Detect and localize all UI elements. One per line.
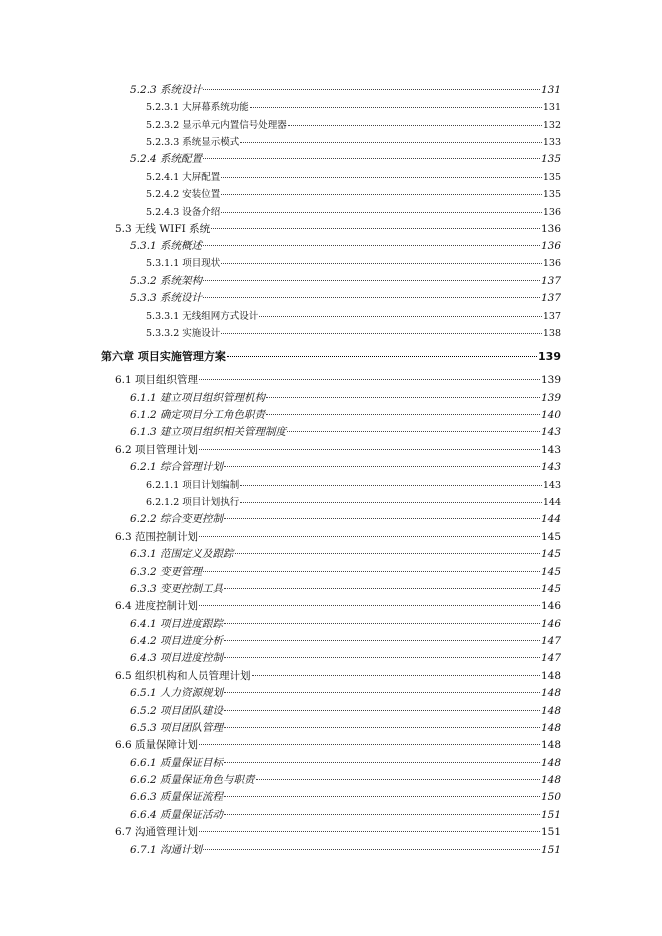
toc-entry[interactable] bbox=[130, 789, 561, 804]
toc-entry[interactable] bbox=[115, 529, 561, 544]
toc-entry-title: 5.2.4 系统配置 bbox=[130, 153, 203, 165]
toc-entry[interactable] bbox=[130, 842, 561, 857]
dot-leader bbox=[224, 692, 540, 693]
toc-page-number: 136 bbox=[540, 223, 561, 235]
dot-leader bbox=[203, 571, 540, 572]
toc-entry-title: 6.3.3 变更控制工具 bbox=[130, 583, 224, 595]
dot-leader bbox=[211, 228, 540, 229]
toc-entry[interactable] bbox=[146, 117, 561, 131]
toc-page-number: 151 bbox=[540, 844, 561, 856]
dot-leader bbox=[203, 849, 540, 850]
toc-entry[interactable] bbox=[130, 273, 561, 288]
toc-page-number: 148 bbox=[540, 670, 561, 682]
dot-leader bbox=[252, 675, 540, 676]
toc-entry-title: 6.5.3 项目团队管理 bbox=[130, 722, 224, 734]
toc-page-number: 143 bbox=[540, 461, 561, 473]
dot-leader bbox=[221, 333, 542, 334]
toc-page-number: 136 bbox=[540, 240, 561, 252]
toc-entry-title: 6.1.1 建立项目组织管理机构 bbox=[130, 392, 266, 404]
toc-page-number: 148 bbox=[540, 757, 561, 769]
toc-entry[interactable] bbox=[130, 564, 561, 579]
dot-leader bbox=[221, 212, 542, 213]
toc-entry-title: 6.6.1 质量保证目标 bbox=[130, 757, 224, 769]
toc-entry-title: 6.7 沟通管理计划 bbox=[115, 826, 199, 838]
toc-entry[interactable] bbox=[146, 99, 561, 113]
dot-leader bbox=[199, 744, 540, 745]
dot-leader bbox=[240, 502, 542, 503]
toc-page-number: 133 bbox=[542, 137, 561, 148]
toc-entry-title: 6.3 范围控制计划 bbox=[115, 531, 199, 543]
toc-entry[interactable] bbox=[146, 169, 561, 183]
toc-entry[interactable] bbox=[130, 407, 561, 422]
toc-page-number: 148 bbox=[540, 774, 561, 786]
dot-leader bbox=[266, 397, 540, 398]
toc-entry[interactable] bbox=[130, 650, 561, 665]
toc-entry-title: 5.2.3.2 显示单元内置信号处理器 bbox=[146, 120, 287, 131]
toc-entry-title: 6.6.4 质量保证活动 bbox=[130, 809, 224, 821]
toc-page-number: 137 bbox=[540, 275, 561, 287]
dot-leader bbox=[199, 449, 540, 450]
toc-entry-title: 5.2.4.2 安装位置 bbox=[146, 189, 221, 200]
toc-page-number: 143 bbox=[540, 426, 561, 438]
toc-entry[interactable] bbox=[130, 703, 561, 718]
toc-entry-title: 6.7.1 沟通计划 bbox=[130, 844, 203, 856]
toc-entry[interactable] bbox=[115, 598, 561, 613]
toc-entry[interactable] bbox=[130, 772, 561, 787]
toc-page-number: 137 bbox=[540, 292, 561, 304]
toc-entry-title: 6.6 质量保障计划 bbox=[115, 739, 199, 751]
toc-page-number: 151 bbox=[540, 809, 561, 821]
dot-leader bbox=[240, 485, 542, 486]
toc-page-number: 145 bbox=[540, 566, 561, 578]
dot-leader bbox=[224, 657, 540, 658]
toc-entry-title: 6.2.1 综合管理计划 bbox=[130, 461, 224, 473]
toc-page-number: 150 bbox=[540, 791, 561, 803]
toc-page-number: 135 bbox=[542, 189, 561, 200]
toc-entry[interactable] bbox=[146, 255, 561, 269]
toc-page-number: 136 bbox=[542, 207, 561, 218]
toc-entry[interactable] bbox=[101, 348, 561, 364]
toc-entry[interactable] bbox=[130, 633, 561, 648]
dot-leader bbox=[288, 125, 542, 126]
toc-page-number: 144 bbox=[542, 497, 561, 508]
toc-entry-title: 6.6.2 质量保证角色与职责 bbox=[130, 774, 255, 786]
toc-page-number: 136 bbox=[542, 258, 561, 269]
toc-page-number: 143 bbox=[542, 480, 561, 491]
dot-leader bbox=[199, 831, 540, 832]
toc-entry[interactable] bbox=[130, 238, 561, 253]
toc-entry-title: 6.5.1 人力资源规划 bbox=[130, 687, 224, 699]
toc-entry-title: 6.5.2 项目团队建设 bbox=[130, 705, 224, 717]
toc-page-number: 145 bbox=[540, 548, 561, 560]
toc-entry-title: 6.4.3 项目进度控制 bbox=[130, 652, 224, 664]
dot-leader bbox=[240, 142, 542, 143]
toc-entry[interactable] bbox=[130, 546, 561, 561]
toc-page-number: 131 bbox=[542, 102, 561, 113]
dot-leader bbox=[224, 640, 540, 641]
toc-page-number: 146 bbox=[540, 600, 561, 612]
toc-entry-title: 5.2.4.3 设备介绍 bbox=[146, 207, 221, 218]
toc-entry[interactable] bbox=[130, 424, 561, 439]
toc-page-number: 132 bbox=[542, 120, 561, 131]
toc-entry[interactable] bbox=[130, 581, 561, 596]
toc-entry-title: 6.6.3 质量保证流程 bbox=[130, 791, 224, 803]
toc-page-number: 139 bbox=[540, 374, 561, 386]
toc-page-number: 139 bbox=[540, 392, 561, 404]
toc-entry-title: 6.4 进度控制计划 bbox=[115, 600, 199, 612]
toc-page-number: 144 bbox=[540, 513, 561, 525]
toc-entry-title: 6.2 项目管理计划 bbox=[115, 444, 199, 456]
dot-leader bbox=[199, 536, 540, 537]
dot-leader bbox=[224, 796, 540, 797]
toc-entry-title: 6.4.2 项目进度分析 bbox=[130, 635, 224, 647]
toc-entry-title: 5.3.1.1 项目现状 bbox=[146, 258, 221, 269]
toc-entry[interactable] bbox=[130, 685, 561, 700]
toc-entry-title: 5.3.3.2 实施设计 bbox=[146, 328, 221, 339]
toc-entry[interactable] bbox=[130, 290, 561, 305]
toc-page-number: 135 bbox=[540, 153, 561, 165]
toc-entry[interactable] bbox=[146, 477, 561, 491]
dot-leader bbox=[224, 710, 540, 711]
dot-leader bbox=[224, 623, 540, 624]
toc-entry-title: 5.2.4.1 大屏配置 bbox=[146, 172, 221, 183]
toc-entry-title: 6.2.1.1 项目计划编制 bbox=[146, 480, 240, 491]
dot-leader bbox=[221, 263, 542, 264]
toc-entry-title: 5.3.3.1 无线组网方式设计 bbox=[146, 311, 259, 322]
toc-entry[interactable] bbox=[146, 134, 561, 148]
dot-leader bbox=[224, 762, 540, 763]
dot-leader bbox=[259, 316, 542, 317]
toc-page-number: 146 bbox=[540, 618, 561, 630]
toc-page-number: 139 bbox=[538, 350, 561, 363]
toc-page-number: 137 bbox=[542, 311, 561, 322]
toc-entry[interactable] bbox=[130, 511, 561, 526]
dot-leader bbox=[224, 727, 540, 728]
toc-entry[interactable] bbox=[115, 737, 561, 752]
toc-entry-title: 6.2.1.2 项目计划执行 bbox=[146, 497, 240, 508]
toc-entry[interactable] bbox=[130, 755, 561, 770]
toc-entry[interactable] bbox=[115, 221, 561, 236]
toc-entry-title: 6.5 组织机构和人员管理计划 bbox=[115, 670, 251, 682]
dot-leader bbox=[203, 245, 540, 246]
toc-entry[interactable] bbox=[146, 186, 561, 200]
toc-entry[interactable] bbox=[130, 151, 561, 166]
toc-entry[interactable] bbox=[146, 204, 561, 218]
toc-entry-title: 6.1.3 建立项目组织相关管理制度 bbox=[130, 426, 287, 438]
dot-leader bbox=[224, 518, 540, 519]
toc-entry-title: 5.3.1 系统概述 bbox=[130, 240, 203, 252]
toc-entry[interactable] bbox=[130, 459, 561, 474]
toc-entry[interactable] bbox=[130, 82, 561, 97]
toc-page-number: 148 bbox=[540, 687, 561, 699]
toc-entry[interactable] bbox=[130, 616, 561, 631]
dot-leader bbox=[203, 158, 540, 159]
toc-entry-title: 6.4.1 项目进度跟踪 bbox=[130, 618, 224, 630]
dot-leader bbox=[224, 814, 540, 815]
dot-leader bbox=[203, 297, 540, 298]
toc-entry[interactable] bbox=[115, 372, 561, 387]
toc-entry[interactable] bbox=[115, 442, 561, 457]
toc-entry[interactable] bbox=[130, 807, 561, 822]
toc-entry[interactable] bbox=[146, 308, 561, 322]
toc-page-number: 147 bbox=[540, 652, 561, 664]
dot-leader bbox=[227, 356, 537, 357]
dot-leader bbox=[266, 414, 540, 415]
dot-leader bbox=[199, 379, 540, 380]
toc-entry-title: 5.2.3.3 系统显示模式 bbox=[146, 137, 240, 148]
toc-entry[interactable] bbox=[146, 494, 561, 508]
toc-entry-title: 6.3.2 变更管理 bbox=[130, 566, 203, 578]
dot-leader bbox=[235, 553, 540, 554]
toc-page-number: 143 bbox=[540, 444, 561, 456]
toc-page-number: 148 bbox=[540, 722, 561, 734]
toc-page-number: 131 bbox=[540, 84, 561, 96]
toc-entry-title: 5.2.3.1 大屏幕系统功能 bbox=[146, 102, 249, 113]
dot-leader bbox=[221, 177, 542, 178]
toc-page-number: 145 bbox=[540, 583, 561, 595]
dot-leader bbox=[221, 194, 542, 195]
toc-entry-title: 6.3.1 范围定义及跟踪 bbox=[130, 548, 234, 560]
toc-entry-title: 第六章 项目实施管理方案 bbox=[101, 350, 226, 363]
toc-page-number: 148 bbox=[540, 705, 561, 717]
dot-leader bbox=[250, 107, 542, 108]
toc-page-number: 140 bbox=[540, 409, 561, 421]
dot-leader bbox=[256, 779, 540, 780]
toc-entry[interactable] bbox=[130, 390, 561, 405]
dot-leader bbox=[224, 588, 540, 589]
toc-page-number: 135 bbox=[542, 172, 561, 183]
dot-leader bbox=[287, 431, 540, 432]
toc-page-number: 138 bbox=[542, 328, 561, 339]
toc-page-number: 147 bbox=[540, 635, 561, 647]
toc-entry-title: 5.3.2 系统架构 bbox=[130, 275, 203, 287]
toc-entry[interactable] bbox=[146, 325, 561, 339]
toc-entry-title: 5.2.3 系统设计 bbox=[130, 84, 203, 96]
toc-page-number: 145 bbox=[540, 531, 561, 543]
dot-leader bbox=[224, 466, 540, 467]
toc-entry-title: 5.3 无线 WIFI 系统 bbox=[115, 223, 211, 235]
dot-leader bbox=[199, 605, 540, 606]
toc-entry[interactable] bbox=[115, 668, 561, 683]
toc-page-number: 151 bbox=[540, 826, 561, 838]
dot-leader bbox=[203, 280, 540, 281]
toc-entry-title: 5.3.3 系统设计 bbox=[130, 292, 203, 304]
toc-entry[interactable] bbox=[115, 824, 561, 839]
dot-leader bbox=[203, 89, 540, 90]
toc-entry[interactable] bbox=[130, 720, 561, 735]
toc-page-number: 148 bbox=[540, 739, 561, 751]
toc-entry-title: 6.2.2 综合变更控制 bbox=[130, 513, 224, 525]
toc-entry-title: 6.1 项目组织管理 bbox=[115, 374, 199, 386]
toc-entry-title: 6.1.2 确定项目分工角色职责 bbox=[130, 409, 266, 421]
